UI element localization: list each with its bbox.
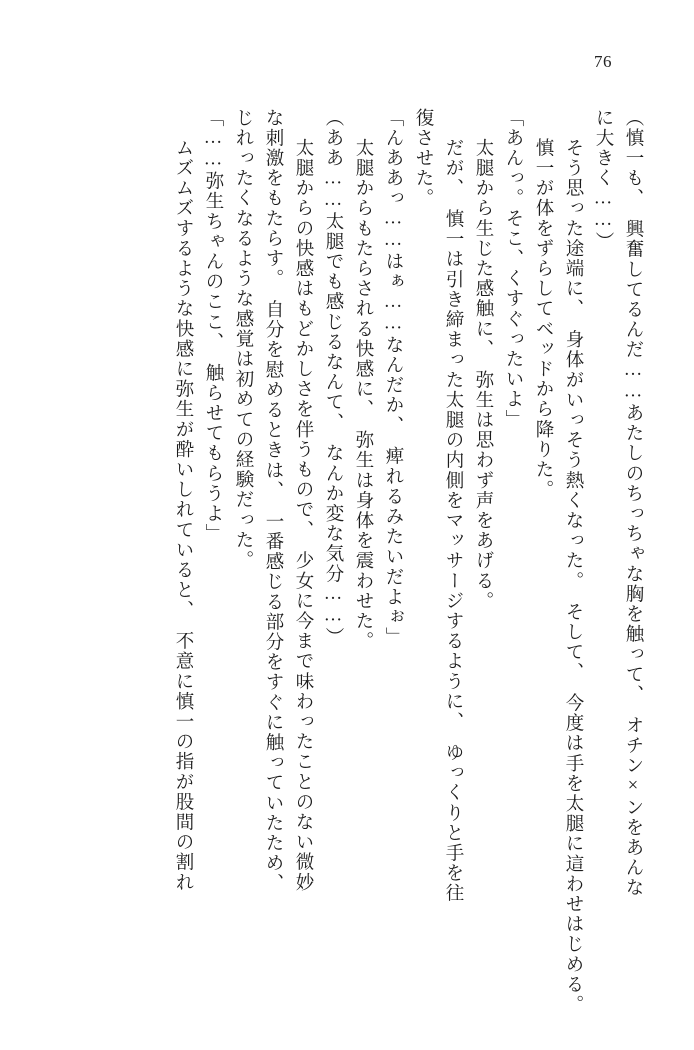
text-line: 太腿からもたらされる快感に、 弥生は身体を震わせた。	[353, 118, 373, 652]
vertical-text-body	[56, 108, 643, 1015]
text-line: 太腿から生じた感触に、 弥生は思わず声をあげる。	[473, 118, 493, 612]
text-line: （ああ……太腿でも感じるなんて、 なんか変な気分……）	[323, 108, 343, 648]
text-line: ムズムズするような快感に弥生が酔いしれていると、 不意に慎一の指が股間の割れ	[173, 118, 193, 893]
text-line: 「んああっ……はぁ……なんだか、 痺れるみたいだよぉ」	[383, 108, 403, 648]
text-line: な刺激をもたらす。 自分を慰めるときは、 一番感じる部分をすぐに触っていたため、	[263, 108, 283, 894]
text-line: そう思った途端に、 身体がいっそう熱くなった。 そして、 今度は手を太腿に這わせはじめる。	[563, 118, 583, 1015]
page-number: 76	[594, 52, 612, 71]
text-line: 太腿からの快感はもどかしさを伴うもので、 少女に今まで味わったことのない微妙	[293, 118, 313, 893]
text-line: 慎一が体をずらしてベッドから降りた。	[533, 118, 553, 500]
text-line: 復させた。	[413, 108, 433, 209]
text-line: だが、 慎一は引き締まった太腿の内側をマッサージするように、 ゆっくりと手を往	[443, 118, 463, 904]
text-line: 「あんっ。そこ、くすぐったいよ」	[503, 108, 523, 430]
text-line: に大きく……）	[593, 108, 613, 252]
text-line: 「……弥生ちゃんのここ、 触らせてもらうよ」	[203, 108, 223, 544]
text-line: （慎一も、 興奮してるんだ……あたしのちっちゃな胸を触って、 オチン×ンをあんな	[623, 108, 643, 898]
text-line: じれったくなるような感覚は初めての経験だった。	[233, 108, 253, 571]
